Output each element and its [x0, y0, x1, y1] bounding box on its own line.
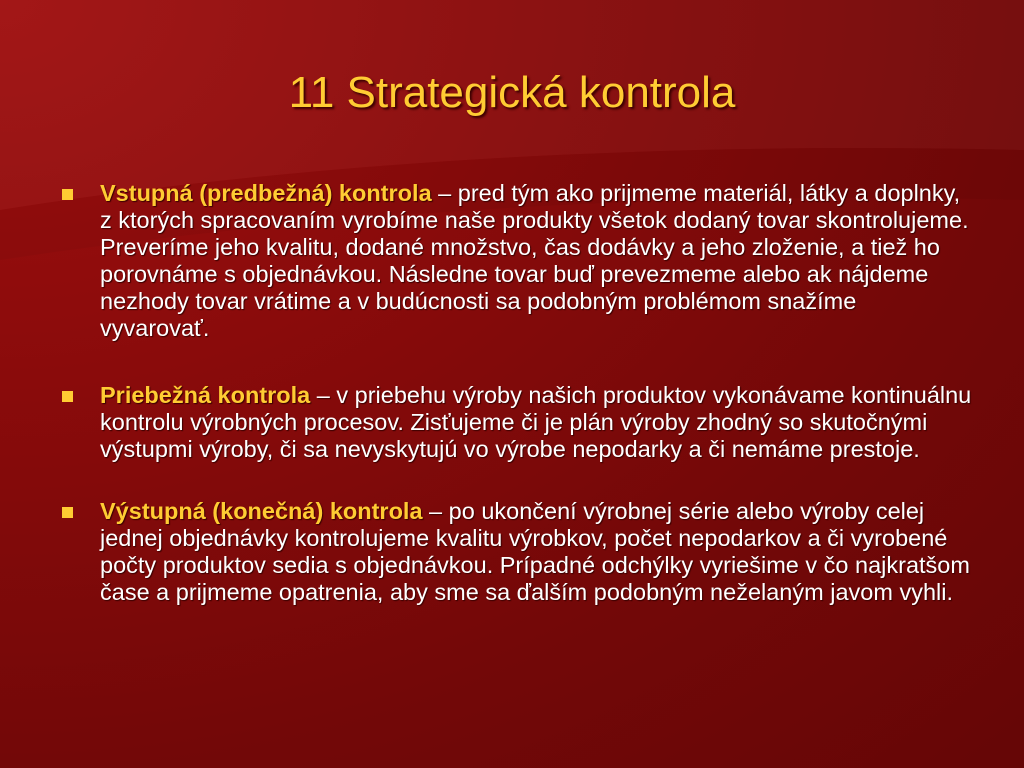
- square-bullet-icon: [62, 391, 73, 402]
- bullet-text: – pred tým ako prijmeme materiál, látky a doplnky, z ktorých spracovaním vyrobíme naše produkty všetok dodaný tovar skontrolujeme. Preveríme jeho kvalitu, dodané množstvo, čas dodávky a jeho zloženie, a tiež ho porovnáme s objednávkou. Následne tovar buď prevezmeme alebo ak nájdeme nezhody tovar vrátime a v budúcnosti sa podobným problémom snažíme vyvarovať.: [100, 180, 969, 341]
- square-bullet-icon: [62, 507, 73, 518]
- square-bullet-icon: [62, 189, 73, 200]
- bullet-list: [62, 180, 972, 646]
- bullet-term: Priebežná kontrola: [100, 382, 311, 408]
- bullet-item-output-control: [62, 498, 972, 606]
- bullet-item-input-control: [62, 180, 972, 342]
- bullet-text: – po ukončení výrobnej série alebo výroby celej jednej objednávky kontrolujeme kvalitu výrobkov, počet nepodarkov a či vyrobené počty produktov sedia s objednávkou. Prípadné odchýlky vyriešime v čo najkratšom čase a prijmeme opatrenia, aby sme sa ďalším podobným neželaným javom vyhli.: [100, 498, 970, 605]
- bullet-term: Výstupná (konečná) kontrola: [100, 498, 423, 524]
- bullet-item-ongoing-control: [62, 382, 972, 463]
- bullet-term: Vstupná (predbežná) kontrola: [100, 180, 432, 206]
- bullet-text: – v priebehu výroby našich produktov vykonávame kontinuálnu kontrolu výrobných procesov. Zisťujeme či je plán výroby zhodný so skutočnými výstupmi výroby, či sa nevyskytujú vo výrobe nepodarky a či nemáme prestoje.: [100, 382, 972, 462]
- slide-title: 11 Strategická kontrola: [288, 68, 736, 117]
